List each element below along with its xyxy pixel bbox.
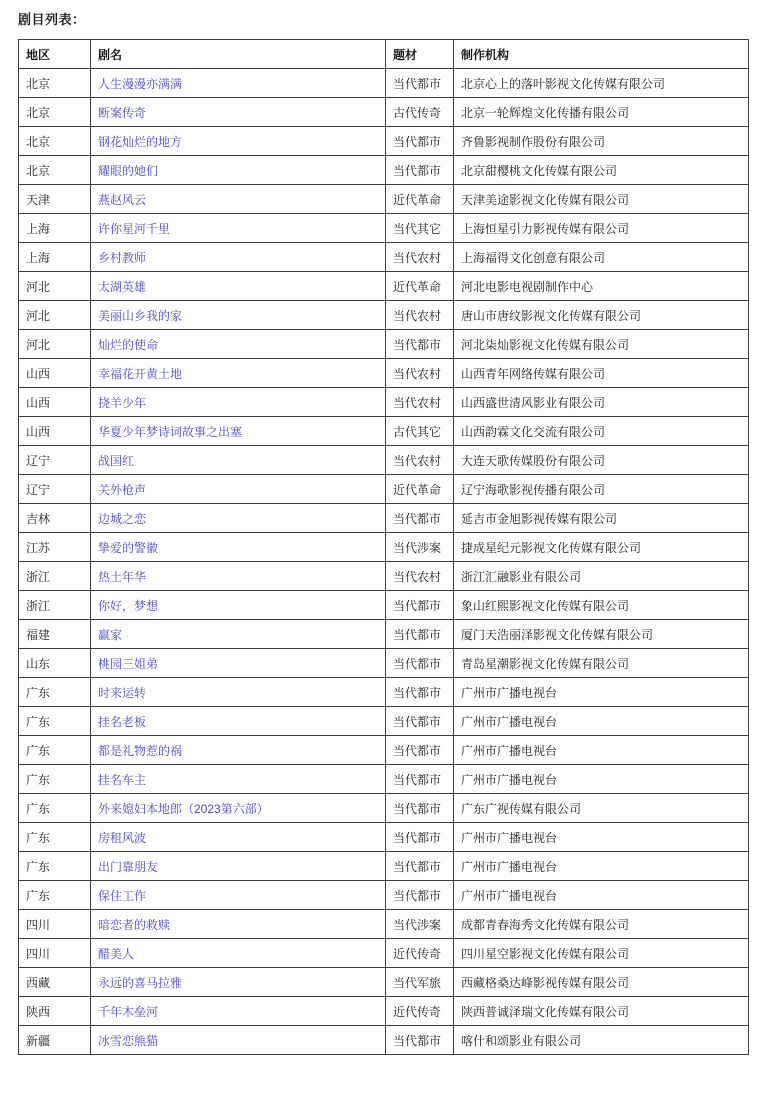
genre-cell: 当代都市 (386, 156, 454, 185)
title-cell (91, 910, 386, 939)
drama-title-link[interactable]: 太湖英雄 (98, 279, 147, 294)
producer-cell: 上海恒星引力影视传媒有限公司 (454, 214, 749, 243)
producer-cell: 西藏格桑达峰影视传媒有限公司 (454, 968, 749, 997)
genre-cell: 古代传奇 (386, 98, 454, 127)
table-row (19, 794, 749, 823)
table-row (19, 591, 749, 620)
genre-cell: 当代都市 (386, 330, 454, 359)
region-cell: 辽宁 (19, 475, 91, 504)
region-cell: 浙江 (19, 562, 91, 591)
producer-cell: 天津美途影视文化传媒有限公司 (454, 185, 749, 214)
region-cell: 河北 (19, 272, 91, 301)
drama-title-link[interactable]: 保住工作 (98, 888, 147, 903)
producer-cell: 喀什和颂影业有限公司 (454, 1026, 749, 1055)
table-row (19, 359, 749, 388)
region-cell: 上海 (19, 214, 91, 243)
title-cell (91, 214, 386, 243)
drama-title-link[interactable]: 醋美人 (98, 946, 135, 961)
title-cell (91, 359, 386, 388)
drama-title-link[interactable]: 你好，梦想 (98, 598, 159, 613)
title-cell (91, 678, 386, 707)
genre-cell: 当代都市 (386, 591, 454, 620)
genre-cell: 当代农村 (386, 301, 454, 330)
header-region: 地区 (19, 40, 91, 69)
drama-title-link[interactable]: 人生漫漫亦满满 (98, 76, 183, 91)
drama-title-link[interactable]: 耀眼的她们 (98, 163, 159, 178)
table-row (19, 504, 749, 533)
drama-title-link[interactable]: 华夏少年梦诗词故事之出塞 (98, 424, 243, 439)
region-cell: 辽宁 (19, 446, 91, 475)
title-cell (91, 417, 386, 446)
producer-cell: 上海福得文化创意有限公司 (454, 243, 749, 272)
genre-cell: 当代都市 (386, 649, 454, 678)
genre-cell: 当代涉案 (386, 910, 454, 939)
table-row (19, 446, 749, 475)
region-cell: 山西 (19, 388, 91, 417)
drama-list-table (18, 39, 749, 1055)
table-row (19, 997, 749, 1026)
title-cell (91, 939, 386, 968)
header-producer: 制作机构 (454, 40, 749, 69)
table-row (19, 156, 749, 185)
title-cell (91, 852, 386, 881)
title-cell (91, 156, 386, 185)
drama-title-link[interactable]: 外来媳妇本地郎（2023第六部） (98, 801, 269, 816)
region-cell: 四川 (19, 939, 91, 968)
drama-title-link[interactable]: 永远的喜马拉雅 (98, 975, 183, 990)
title-cell (91, 997, 386, 1026)
title-cell (91, 301, 386, 330)
producer-cell: 陕西普诚泽瑞文化传媒有限公司 (454, 997, 749, 1026)
table-row (19, 417, 749, 446)
genre-cell: 当代都市 (386, 881, 454, 910)
drama-title-link[interactable]: 赢家 (98, 627, 123, 642)
genre-cell: 当代都市 (386, 127, 454, 156)
table-row (19, 214, 749, 243)
genre-cell: 当代涉案 (386, 533, 454, 562)
region-cell: 广东 (19, 881, 91, 910)
table-header (19, 40, 749, 69)
drama-title-link[interactable]: 灿烂的使命 (98, 337, 159, 352)
title-cell (91, 736, 386, 765)
producer-cell: 河北柒灿影视文化传媒有限公司 (454, 330, 749, 359)
producer-cell: 广州市广播电视台 (454, 852, 749, 881)
title-cell (91, 620, 386, 649)
title-cell (91, 1026, 386, 1055)
title-cell (91, 968, 386, 997)
region-cell: 广东 (19, 678, 91, 707)
title-cell (91, 649, 386, 678)
drama-title-link[interactable]: 房租风波 (98, 830, 147, 845)
table-row (19, 736, 749, 765)
header-title: 剧名 (91, 40, 386, 69)
title-cell (91, 243, 386, 272)
producer-cell: 广州市广播电视台 (454, 707, 749, 736)
table-row (19, 533, 749, 562)
title-cell (91, 591, 386, 620)
title-cell (91, 765, 386, 794)
drama-title-link[interactable]: 都是礼物惹的祸 (98, 743, 183, 758)
genre-cell: 当代都市 (386, 1026, 454, 1055)
genre-cell: 当代都市 (386, 678, 454, 707)
genre-cell: 古代其它 (386, 417, 454, 446)
producer-cell: 广东广视传媒有限公司 (454, 794, 749, 823)
region-cell: 北京 (19, 98, 91, 127)
producer-cell: 广州市广播电视台 (454, 881, 749, 910)
producer-cell: 浙江汇融影业有限公司 (454, 562, 749, 591)
drama-title-link[interactable]: 断案传奇 (98, 105, 147, 120)
genre-cell: 当代都市 (386, 69, 454, 98)
genre-cell: 当代军旅 (386, 968, 454, 997)
region-cell: 吉林 (19, 504, 91, 533)
title-cell (91, 185, 386, 214)
drama-title-link[interactable]: 许你星河千里 (98, 221, 171, 236)
region-cell: 陕西 (19, 997, 91, 1026)
region-cell: 北京 (19, 69, 91, 98)
table-row (19, 243, 749, 272)
title-cell (91, 330, 386, 359)
producer-cell: 山西盛世清风影业有限公司 (454, 388, 749, 417)
region-cell: 广东 (19, 707, 91, 736)
table-row (19, 330, 749, 359)
drama-title-link[interactable]: 挂名车主 (98, 772, 147, 787)
title-cell (91, 504, 386, 533)
table-row (19, 1026, 749, 1055)
producer-cell: 延吉市金旭影视传媒有限公司 (454, 504, 749, 533)
table-row (19, 98, 749, 127)
drama-title-link[interactable]: 挂名老板 (98, 714, 147, 729)
table-row (19, 301, 749, 330)
producer-cell: 成都青春海秀文化传媒有限公司 (454, 910, 749, 939)
table-row (19, 707, 749, 736)
table-row (19, 765, 749, 794)
drama-title-link[interactable]: 关外枪声 (98, 482, 147, 497)
table-row (19, 910, 749, 939)
genre-cell: 当代都市 (386, 504, 454, 533)
region-cell: 北京 (19, 127, 91, 156)
genre-cell: 当代都市 (386, 794, 454, 823)
genre-cell: 近代传奇 (386, 939, 454, 968)
table-row (19, 968, 749, 997)
genre-cell: 当代农村 (386, 388, 454, 417)
region-cell: 山西 (19, 359, 91, 388)
genre-cell: 当代农村 (386, 446, 454, 475)
table-row (19, 388, 749, 417)
producer-cell: 北京一轮辉煌文化传播有限公司 (454, 98, 749, 127)
producer-cell: 捷成星纪元影视文化传媒有限公司 (454, 533, 749, 562)
genre-cell: 当代农村 (386, 562, 454, 591)
table-row (19, 185, 749, 214)
genre-cell: 当代都市 (386, 707, 454, 736)
producer-cell: 广州市广播电视台 (454, 736, 749, 765)
region-cell: 广东 (19, 736, 91, 765)
drama-title-link[interactable]: 美丽山乡我的家 (98, 308, 183, 323)
genre-cell: 当代都市 (386, 765, 454, 794)
producer-cell: 山西韵霖文化交流有限公司 (454, 417, 749, 446)
drama-title-link[interactable]: 出门靠朋友 (98, 859, 159, 874)
table-row (19, 127, 749, 156)
title-cell (91, 881, 386, 910)
genre-cell: 近代革命 (386, 185, 454, 214)
producer-cell: 河北电影电视剧制作中心 (454, 272, 749, 301)
drama-title-link[interactable]: 挠羊少年 (98, 395, 147, 410)
table-row (19, 562, 749, 591)
region-cell: 山东 (19, 649, 91, 678)
title-cell (91, 533, 386, 562)
drama-title-link[interactable]: 暗恋者的救赎 (98, 917, 171, 932)
producer-cell: 象山红熙影视文化传媒有限公司 (454, 591, 749, 620)
region-cell: 上海 (19, 243, 91, 272)
producer-cell: 山西青年网络传媒有限公司 (454, 359, 749, 388)
producer-cell: 广州市广播电视台 (454, 823, 749, 852)
title-cell (91, 69, 386, 98)
drama-title-link[interactable]: 挚爱的警徽 (98, 540, 159, 555)
table-row (19, 272, 749, 301)
page-title: 剧目列表： (18, 12, 86, 27)
table-row (19, 881, 749, 910)
drama-title-link[interactable]: 桃园三姐弟 (98, 656, 159, 671)
genre-cell: 近代传奇 (386, 997, 454, 1026)
producer-cell: 厦门天浩丽泽影视文化传媒有限公司 (454, 620, 749, 649)
genre-cell: 近代革命 (386, 272, 454, 301)
drama-title-link[interactable]: 钢花灿烂的地方 (98, 134, 183, 149)
table-row (19, 620, 749, 649)
region-cell: 浙江 (19, 591, 91, 620)
producer-cell: 四川星空影视文化传媒有限公司 (454, 939, 749, 968)
genre-cell: 当代农村 (386, 243, 454, 272)
producer-cell: 北京甜樱桃文化传媒有限公司 (454, 156, 749, 185)
title-cell (91, 388, 386, 417)
table-row (19, 678, 749, 707)
drama-title-link[interactable]: 冰雪恋熊猫 (98, 1033, 159, 1048)
title-cell (91, 794, 386, 823)
producer-cell: 广州市广播电视台 (454, 765, 749, 794)
header-row (19, 40, 749, 69)
title-cell (91, 446, 386, 475)
producer-cell: 唐山市唐纹影视文化传媒有限公司 (454, 301, 749, 330)
region-cell: 北京 (19, 156, 91, 185)
region-cell: 河北 (19, 301, 91, 330)
drama-title-link[interactable]: 战国红 (98, 453, 135, 468)
region-cell: 四川 (19, 910, 91, 939)
producer-cell: 青岛星潮影视文化传媒有限公司 (454, 649, 749, 678)
drama-title-link[interactable]: 幸福花开黄土地 (98, 366, 183, 381)
region-cell: 山西 (19, 417, 91, 446)
title-cell (91, 823, 386, 852)
producer-cell: 大连天歌传媒股份有限公司 (454, 446, 749, 475)
producer-cell: 广州市广播电视台 (454, 678, 749, 707)
table-row (19, 823, 749, 852)
producer-cell: 齐鲁影视制作股份有限公司 (454, 127, 749, 156)
drama-title-link[interactable]: 时来运转 (98, 685, 147, 700)
title-cell (91, 562, 386, 591)
genre-cell: 当代都市 (386, 852, 454, 881)
genre-cell: 当代都市 (386, 823, 454, 852)
region-cell: 天津 (19, 185, 91, 214)
genre-cell: 当代农村 (386, 359, 454, 388)
producer-cell: 北京心上的落叶影视文化传媒有限公司 (454, 69, 749, 98)
producer-cell: 辽宁海歌影视传播有限公司 (454, 475, 749, 504)
region-cell: 广东 (19, 765, 91, 794)
title-cell (91, 98, 386, 127)
drama-title-link[interactable]: 燕赵风云 (98, 192, 147, 207)
genre-cell: 近代革命 (386, 475, 454, 504)
region-cell: 新疆 (19, 1026, 91, 1055)
title-cell (91, 127, 386, 156)
region-cell: 福建 (19, 620, 91, 649)
title-cell (91, 272, 386, 301)
region-cell: 西藏 (19, 968, 91, 997)
drama-title-link[interactable]: 千年木垒河 (98, 1004, 159, 1019)
genre-cell: 当代都市 (386, 736, 454, 765)
genre-cell: 当代其它 (386, 214, 454, 243)
region-cell: 江苏 (19, 533, 91, 562)
table-row (19, 649, 749, 678)
drama-title-link[interactable]: 乡村教师 (98, 250, 147, 265)
region-cell: 广东 (19, 823, 91, 852)
region-cell: 河北 (19, 330, 91, 359)
table-body (19, 69, 749, 1055)
table-row (19, 939, 749, 968)
region-cell: 广东 (19, 794, 91, 823)
drama-title-link[interactable]: 热土年华 (98, 569, 147, 584)
genre-cell: 当代都市 (386, 620, 454, 649)
drama-title-link[interactable]: 边城之恋 (98, 511, 147, 526)
header-genre: 题材 (386, 40, 454, 69)
title-cell (91, 707, 386, 736)
table-row (19, 475, 749, 504)
title-cell (91, 475, 386, 504)
region-cell: 广东 (19, 852, 91, 881)
table-row (19, 852, 749, 881)
table-row (19, 69, 749, 98)
